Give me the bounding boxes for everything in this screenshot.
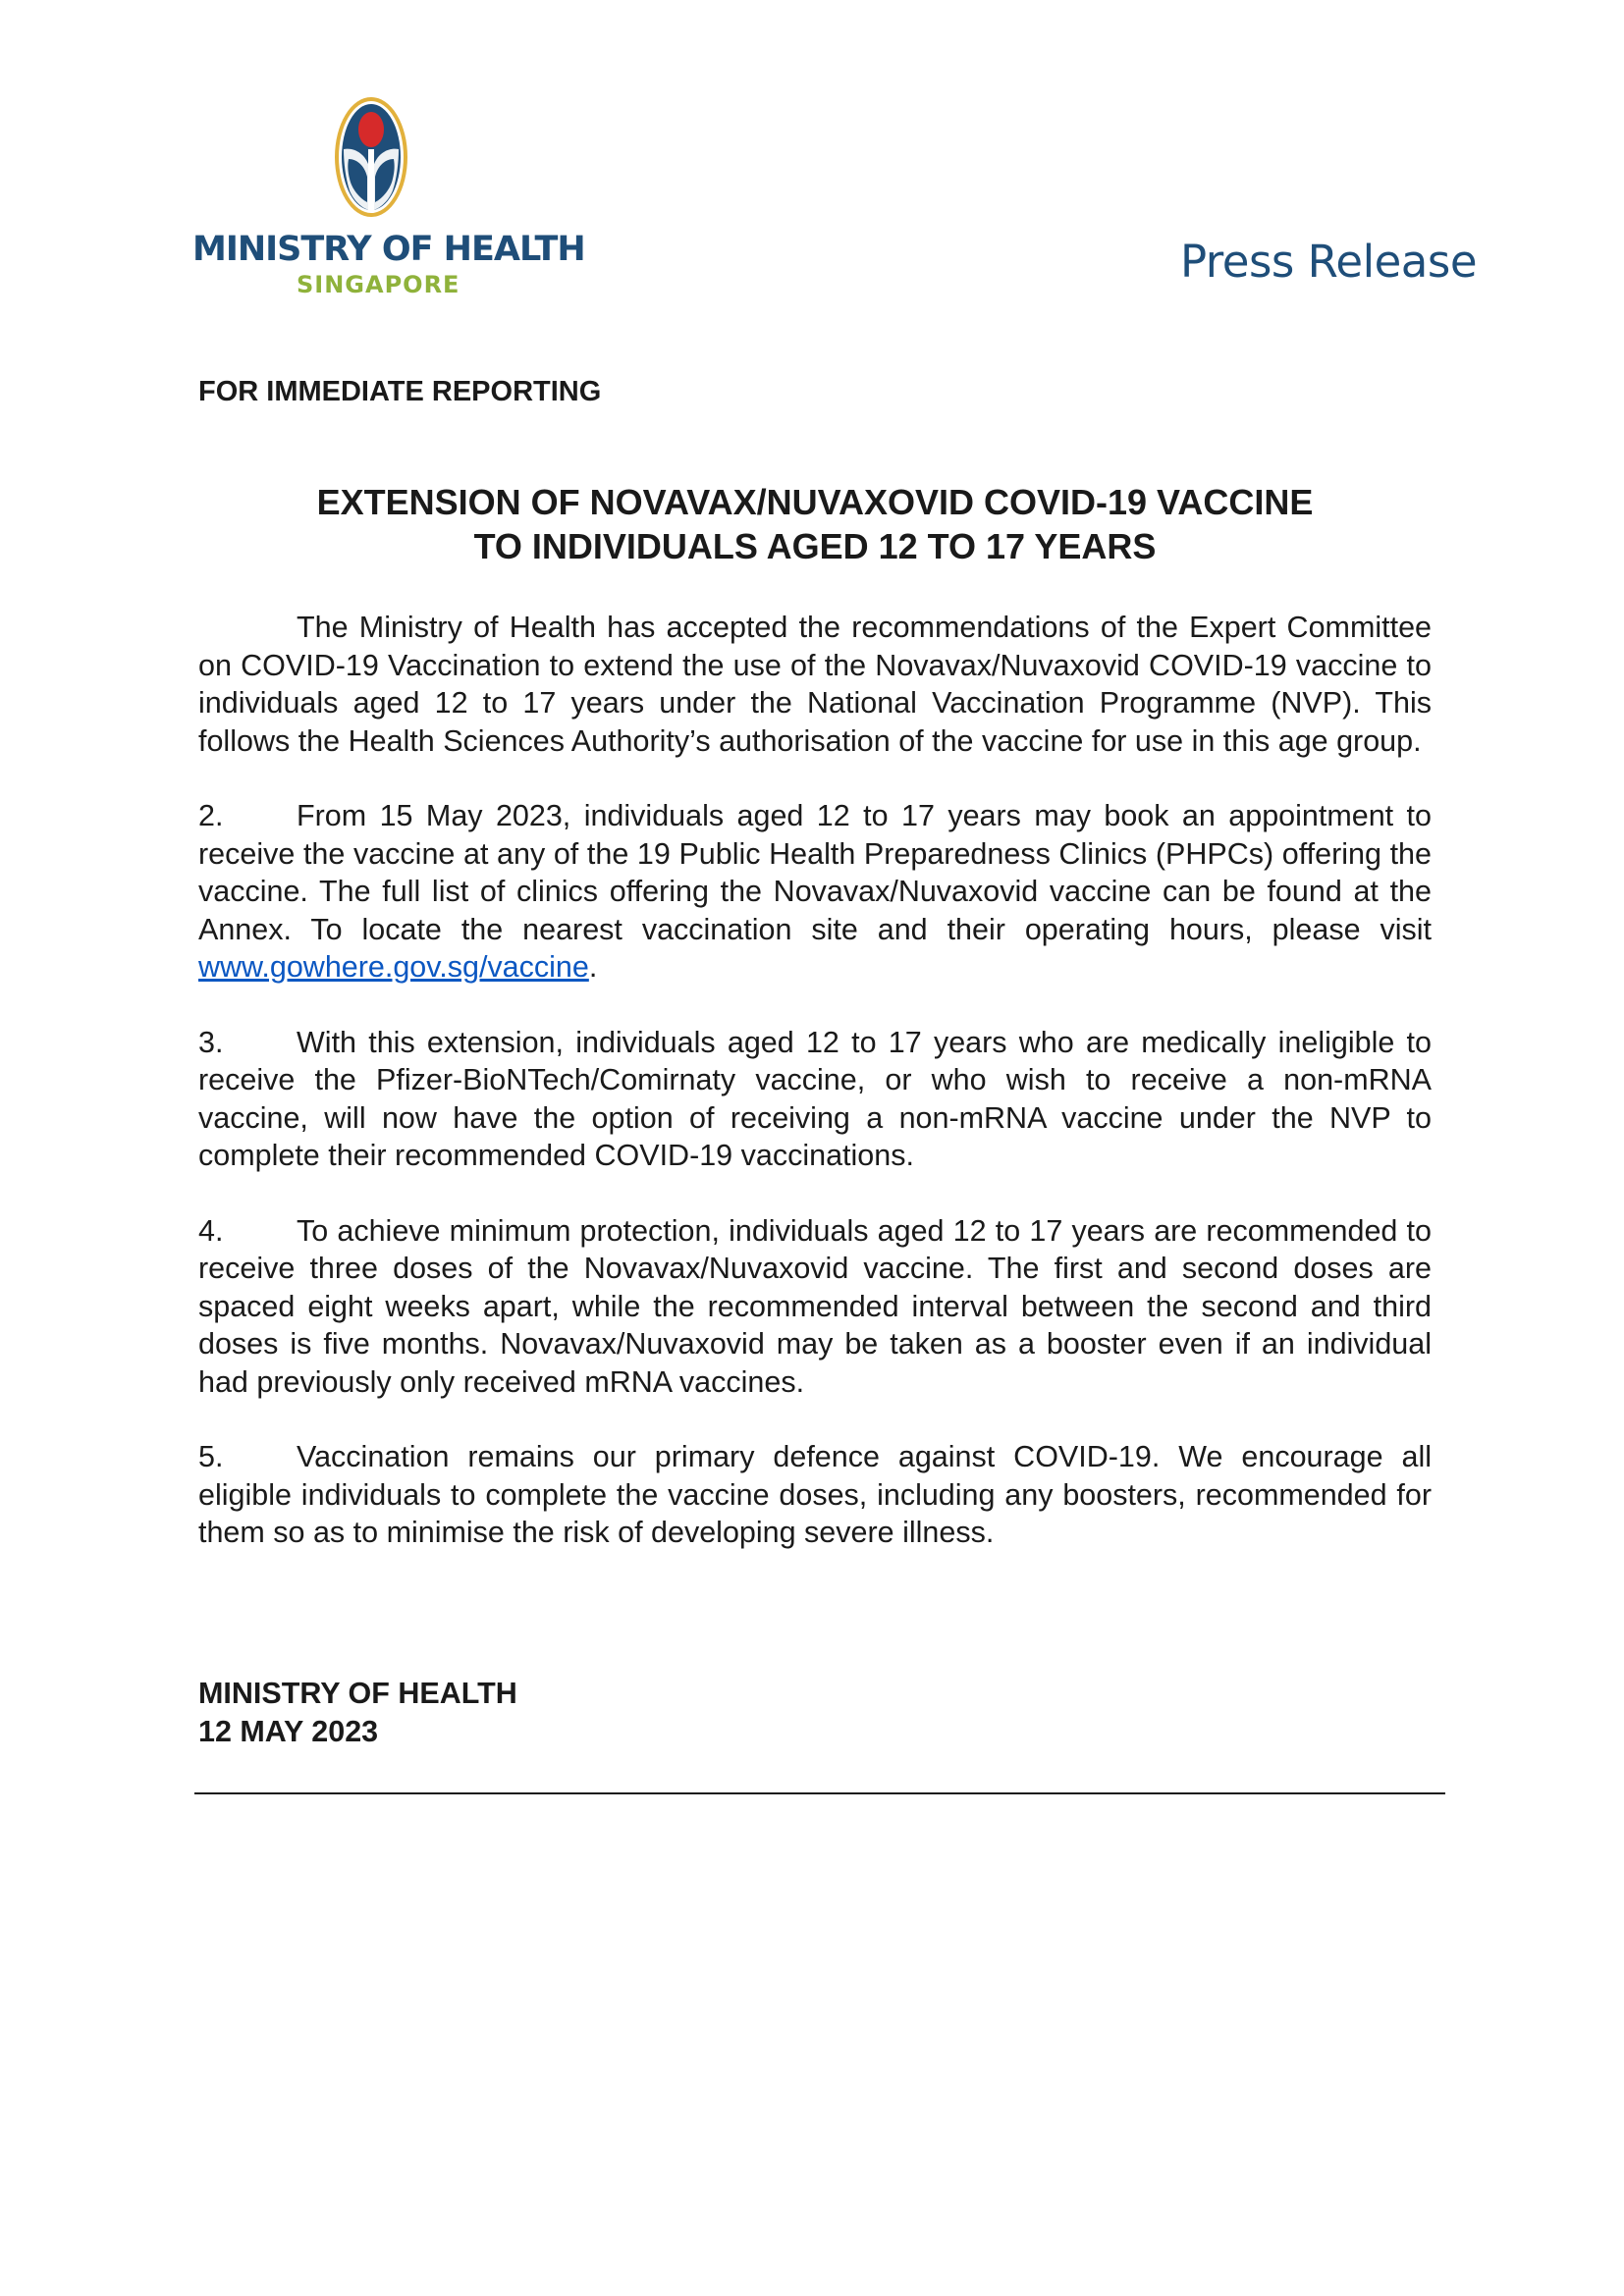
paragraph-number: 2. xyxy=(198,799,224,832)
document-type-label: Press Release xyxy=(1179,236,1477,288)
signoff-organisation: MINISTRY OF HEALTH xyxy=(198,1677,517,1710)
paragraph-number: 3. xyxy=(198,1025,224,1059)
signoff-block xyxy=(198,1675,517,1751)
vaccine-gowhere-link[interactable]: www.gowhere.gov.sg/vaccine xyxy=(198,950,589,984)
paragraph-1 xyxy=(198,609,1432,760)
organisation-country: SINGAPORE xyxy=(297,271,460,298)
signoff-date: 12 MAY 2023 xyxy=(198,1715,379,1748)
moh-logo xyxy=(192,94,585,310)
paragraph-5-text: Vaccination remains our primary defence against COVID-19. We encourage all eligible individuals to complete the vaccine doses, including any boosters, recommended for them so as to minimise the risk of developing severe illness. xyxy=(198,1440,1432,1549)
paragraph-2 xyxy=(198,797,1432,987)
organisation-name: MINISTRY OF HEALTH xyxy=(192,230,585,269)
press-release-body xyxy=(198,609,1432,1589)
title-line-2: TO INDIVIDUALS AGED 12 TO 17 YEARS xyxy=(473,526,1157,566)
paragraph-5 xyxy=(198,1438,1432,1552)
paragraph-1-text: The Ministry of Health has accepted the recommendations of the Expert Committee on COVID-19 Vaccination to extend the use of the Novavax/Nuvaxovid COVID-19 vaccine to individuals aged 12 to 17 years under the National Vaccination Programme (NVP). This follows the Health Sciences Authority’s authorisation of the vaccine for use in this age group. xyxy=(198,611,1432,758)
paragraph-3-text: With this extension, individuals aged 12 to 17 years who are medically ineligible to receive the Pfizer-BioNTech/Comirnaty vaccine, or who wish to receive a non-mRNA vaccine, will now have the option of receiving a non-mRNA vaccine under the NVP to complete their recommended COVID-19 vaccinations. xyxy=(198,1025,1432,1172)
paragraph-number: 4. xyxy=(198,1213,224,1248)
paragraph-2-end: . xyxy=(588,950,598,984)
title-line-1: EXTENSION OF NOVAVAX/NUVAXOVID COVID-19 VACCINE xyxy=(316,482,1314,522)
paragraph-4 xyxy=(198,1212,1432,1402)
paragraph-3 xyxy=(198,1024,1432,1175)
paragraph-2-text: From 15 May 2023, individuals aged 12 to 17 years may book an appointment to receive the vaccine at any of the 19 Public Health Preparedness Clinics (PHPCs) offering the vaccine. The full list of clinics offering the Novavax/Nuvaxovid vaccine can be found at the Annex. To locate the nearest vaccination site and their operating hours, please visit xyxy=(198,799,1432,946)
press-release-title xyxy=(198,480,1432,568)
moh-emblem-icon xyxy=(332,94,410,220)
paragraph-number: 5. xyxy=(198,1440,224,1473)
reporting-label: FOR IMMEDIATE REPORTING xyxy=(198,376,602,407)
paragraph-4-text: To achieve minimum protection, individuals aged 12 to 17 years are recommended to receive three doses of the Novavax/Nuvaxovid vaccine. The first and second doses are spaced eight weeks apart, while the recommended interval between the second and third doses is five months. Novavax/Nuvaxovid may be taken as a booster even if an individual had previously only received mRNA vaccines. xyxy=(198,1213,1432,1399)
divider-rule xyxy=(194,1792,1445,1794)
